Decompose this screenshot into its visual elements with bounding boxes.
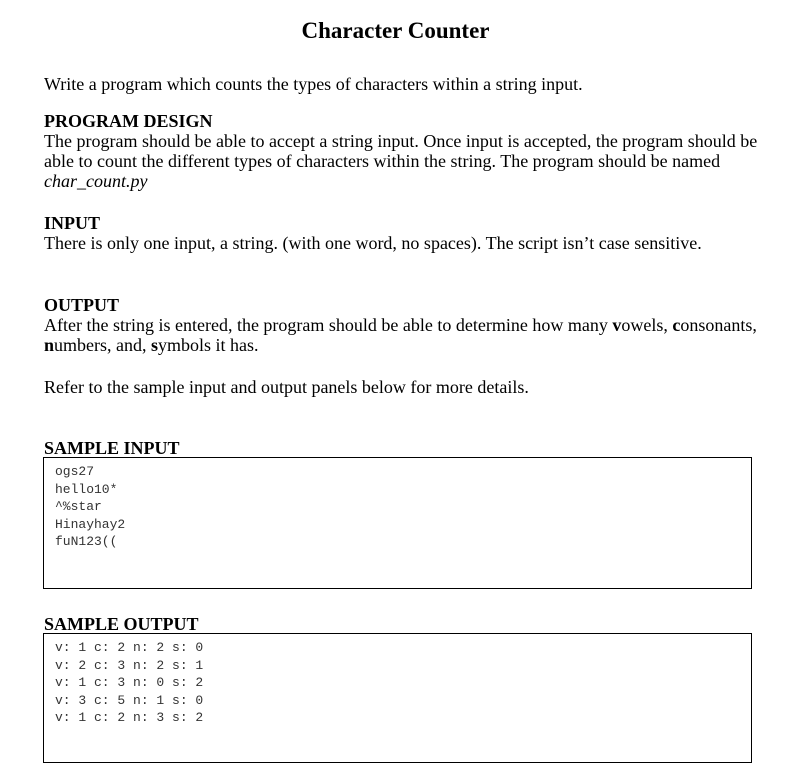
symbols-rest: ymbols it has. (158, 335, 259, 355)
sample-input-line: ogs27 (55, 464, 95, 479)
sample-output-line: v: 1 c: 3 n: 0 s: 2 (55, 675, 204, 690)
consonants-rest: onsonants, (680, 315, 757, 335)
output-text (44, 315, 757, 355)
refer-paragraph: Refer to the sample input and output panels below for more details. (44, 377, 529, 397)
output-heading: OUTPUT (44, 295, 120, 315)
input-heading: INPUT (44, 213, 101, 233)
program-filename: char_count.py (44, 171, 148, 191)
consonants-initial: c (672, 315, 681, 335)
sample-input-label: SAMPLE INPUT (44, 438, 180, 458)
input-section (44, 213, 764, 253)
numbers-rest: umbers, and, (54, 335, 151, 355)
output-section (44, 295, 764, 355)
sample-input-line: hello10* (55, 481, 118, 497)
sample-output-line: v: 3 c: 5 n: 1 s: 0 (55, 692, 204, 708)
program-design-text: The program should be able to accept a string input. Once input is accepted, the program should be able to count the different types of characters within the string. The program should be named (44, 131, 758, 171)
sample-output-line: v: 1 c: 2 n: 2 s: 0 (55, 640, 204, 655)
input-text: There is only one input, a string. (with one word, no spaces). The script isn’t case sensitive. (44, 233, 702, 253)
vowels-initial: v (612, 315, 622, 335)
numbers-initial: n (44, 335, 55, 355)
program-design-section (44, 111, 764, 191)
sample-input-panel (43, 457, 752, 589)
sample-input-line: Hinayhay2 (55, 516, 126, 532)
sample-output-line: v: 2 c: 3 n: 2 s: 1 (55, 657, 204, 673)
output-text-lead: After the string is entered, the program should be able to determine how many (44, 315, 613, 335)
sample-input-line: fuN123(( (55, 534, 118, 549)
sample-output-line: v: 1 c: 2 n: 3 s: 2 (55, 710, 204, 725)
sample-output-label: SAMPLE OUTPUT (44, 614, 199, 634)
program-design-heading: PROGRAM DESIGN (44, 111, 213, 131)
sample-input-line: ^%star (55, 499, 102, 514)
intro-paragraph: Write a program which counts the types of characters within a string input. (44, 74, 583, 94)
symbols-initial: s (151, 335, 159, 355)
vowels-rest: owels, (621, 315, 673, 335)
page-title: Character Counter (301, 18, 490, 43)
